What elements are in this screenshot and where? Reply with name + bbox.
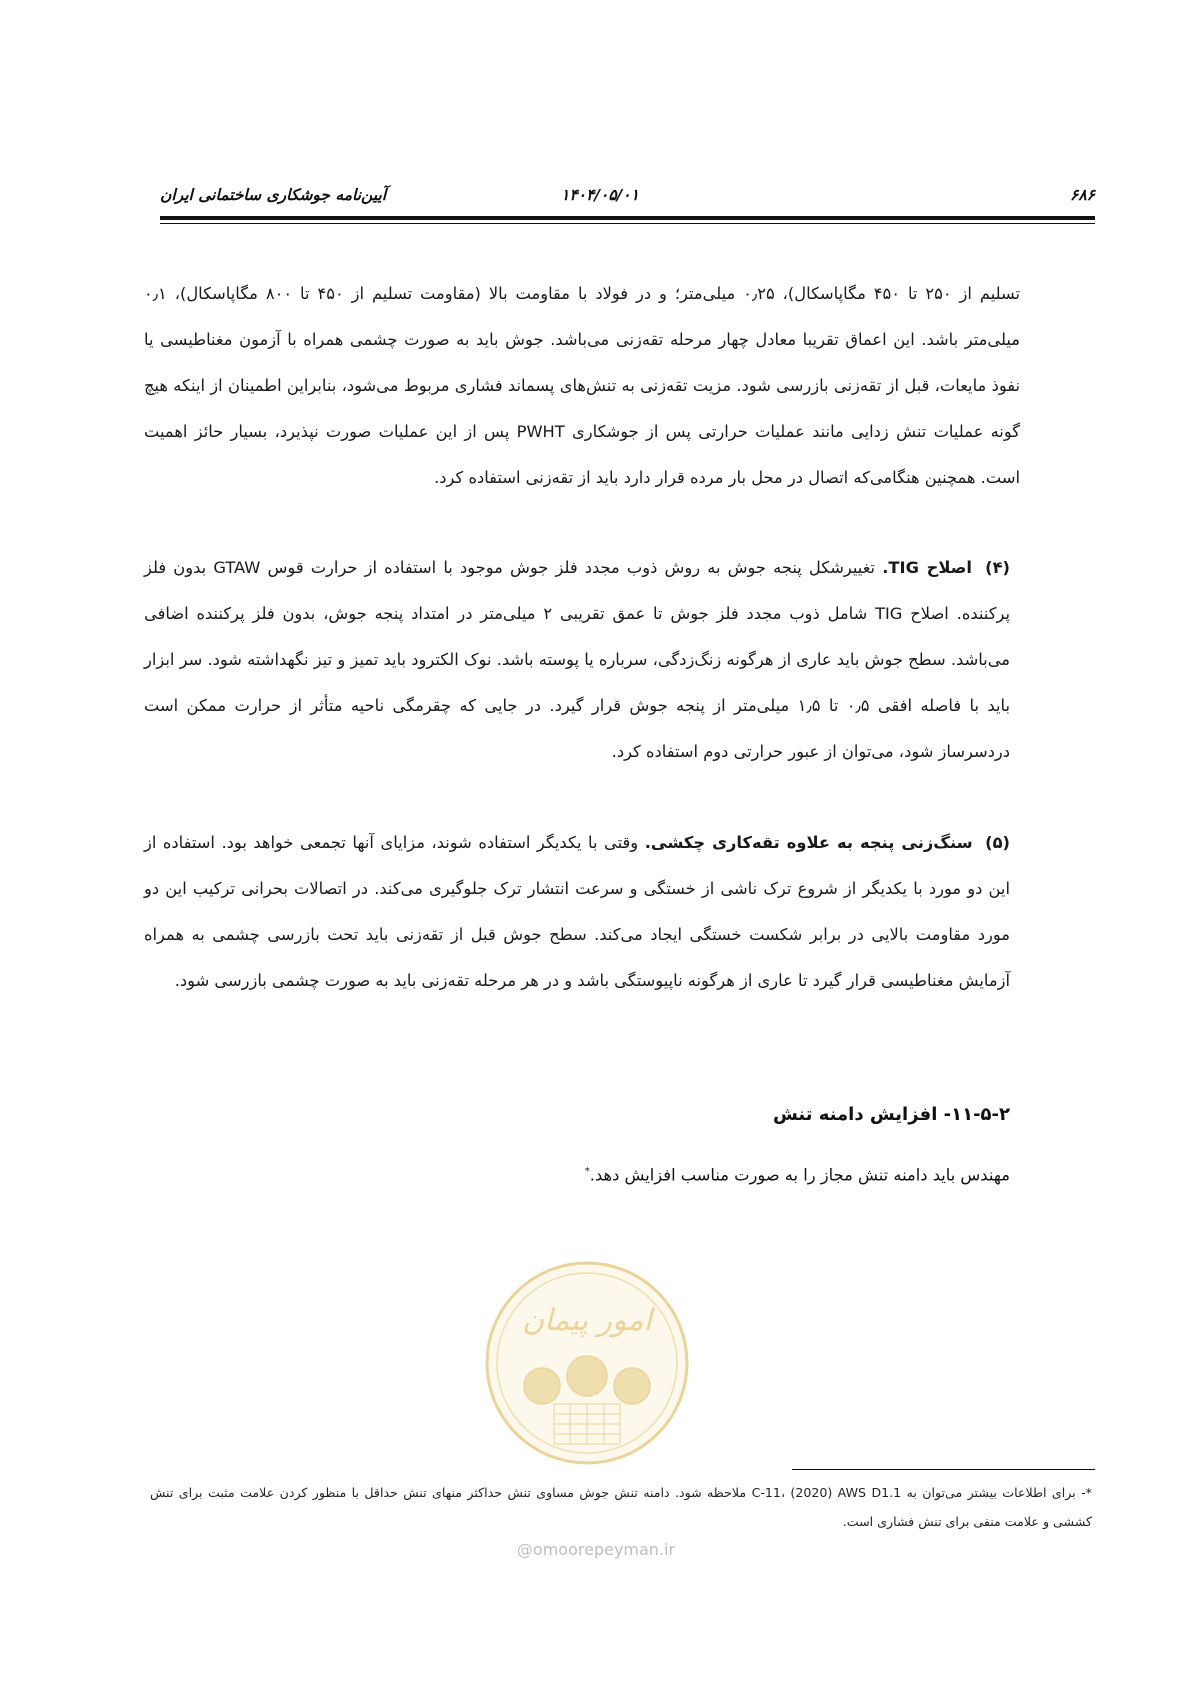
footnote-marker: * xyxy=(584,1166,590,1177)
watermark-site: @omoorepeyman.ir xyxy=(516,1540,676,1559)
section-paragraph-text: مهندس باید دامنه تنش مجاز را به صورت مناسب افزایش دهد. xyxy=(589,1165,1010,1185)
header-date: ۱۴۰۴/۰۵/۰۱ xyxy=(561,186,639,204)
item-number: (۴) xyxy=(985,558,1010,577)
page-number: ۶۸۶ xyxy=(1070,186,1095,204)
watermark-logo xyxy=(482,1258,692,1468)
list-item-5 xyxy=(144,820,1010,1004)
item-term: سنگ‌زنی پنجه به علاوه تقه‌کاری چکشی. xyxy=(644,833,973,852)
item-text: تغییرشکل پنجه جوش به روش ذوب مجدد فلز جوش موجود با استفاده از حرارت قوس GTAW بدون فلز پرکننده. اصلاح TIG شامل ذوب مجدد فلز جوش تا عمق تقریبی ۲ میلی‌متر در امتداد پنجه جوش، بدون فلز پرکننده اضافی می‌باشد. سطح جوش باید عاری از هرگونه زنگ‌زدگی، سرباره یا پوسته باشد. نوک الکترود باید تمیز و تیز نگهداشته شود. سر ابزار باید با فاصله افقی ۰٫۵ تا ۱٫۵ میلی‌متر از پنجه جوش قرار گیرد. در جایی که چقرمگی ناحیه متأثر از حرارت ممکن است دردسرساز شود، می‌توان از عبور حرارتی دوم استفاده کرد. xyxy=(144,558,1010,761)
section-heading: ۱۱-۵-۲- افزایش دامنه تنش xyxy=(772,1104,1010,1125)
header-rule-thin xyxy=(160,223,1095,224)
header-rule-thick xyxy=(160,216,1095,220)
item-text: وقتی با یکدیگر استفاده شوند، مزایای آنها تجمعی خواهد بود. استفاده از این دو مورد با یکدیگر از شروع ترک ناشی از خستگی و سرعت انتشار ترک جلوگیری می‌کند. در اتصالات بحرانی ترکیب این دو مورد مقاومت بالایی در برابر شکست خستگی ایجاد می‌کند. سطح جوش قبل از تقه‌زنی باید تحت بازرسی چشمی به همراه آزمایش مغناطیسی قرار گیرد تا عاری از هرگونه ناپیوستگی باشد و در هر مرحله تقه‌زنی باید به صورت چشمی بازرسی شود. xyxy=(144,833,1010,990)
footnote-rule xyxy=(792,1469,1095,1470)
list-item-4 xyxy=(144,545,1010,775)
intro-paragraph: تسلیم از ۲۵۰ تا ۴۵۰ مگاپاسکال)، ۰٫۲۵ میلی‌متر؛ و در فولاد با مقاومت بالا (مقاومت تسلیم از ۴۵۰ تا ۸۰۰ مگاپاسکال)، ۰٫۱ میلی‌متر باشد. این اعماق تقریبا معادل چهار مرحله تقه‌زنی می‌باشد. جوش باید به صورت چشمی همراه با آزمون مغناطیسی یا نفوذ مایعات، قبل از تقه‌زنی بازرسی شود. مزیت تقه‌زنی به تنش‌های پسماند فشاری مربوط می‌شود، بنابراین اطمینان از اینکه هیچ گونه عملیات تنش زدایی مانند عملیات حرارتی پس از جوشکاری PWHT پس از این عملیات صورت نپذیرد، بسیار حائز اهمیت است. همچنین هنگامی‌که اتصال در محل بار مرده قرار دارد باید از تقه‌زنی استفاده کرد. xyxy=(144,284,1021,487)
book-title: آیین‌نامه جوشکاری ساختمانی ایران xyxy=(160,186,387,204)
running-header xyxy=(160,186,1095,210)
section-paragraph xyxy=(585,1152,1010,1195)
item-number: (۵) xyxy=(985,833,1010,852)
item-term: اصلاح TIG. xyxy=(882,558,972,577)
watermark-logo-text: امور پیمان xyxy=(522,1303,652,1338)
footnote: *- برای اطلاعات بیشتر می‌توان به C-11، (2020) AWS D1.1 ملاحظه شود. دامنه تنش جوش مساوی تنش حداکثر منهای تنش حداقل با منظور کردن علامت مثبت برای تنش کششی و علامت منفی برای تنش فشاری است. xyxy=(150,1485,1092,1529)
